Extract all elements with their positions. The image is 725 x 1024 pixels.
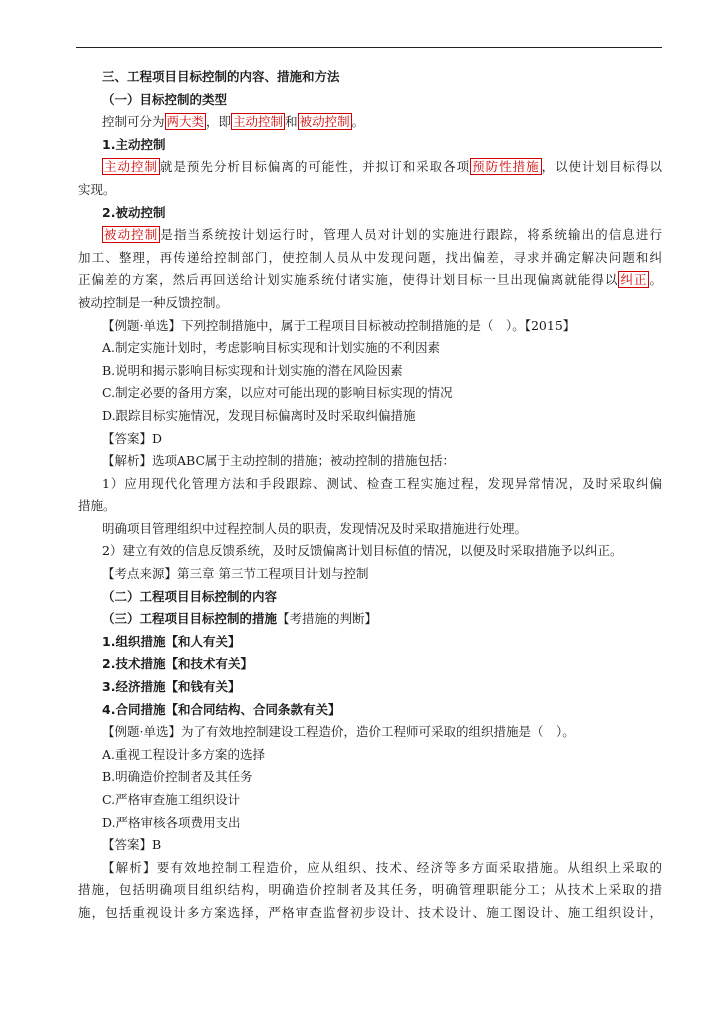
question-1-option: B.说明和揭示影响目标实现和计划实施的潜在风险因素 (102, 362, 403, 378)
question-2-option: A.重视工程设计多方案的选择 (102, 746, 266, 762)
question-1-source: 【考点来源】第三章 第三节工程项目计划与控制 (102, 566, 369, 582)
question-2-option: D.严格审核各项费用支出 (102, 814, 241, 830)
passive-paragraph-line-4: 被动控制是一种反馈控制。 (78, 294, 229, 310)
question-2-analysis: 施，包括重视设计多方案选择，严格审查监督初步设计、技术设计、施工图设计、施工组织设计， (78, 904, 662, 920)
question-2-answer: 【答案】B (102, 837, 162, 853)
question-1-analysis: 1）应用现代化管理方法和手段跟踪、测试、检查工程实施过程，发现异常情况，及时采取纠偏 (102, 475, 662, 491)
active-paragraph-line-1: 主动控制 就是预先分析目标偏离的可能性，并拟订和采取各项 预防性措施 ，以使计划目标得以 (104, 159, 662, 175)
types-paragraph: 控制可分为 两大类 ，即 主动控制 和 被动控制 。 (102, 114, 365, 130)
question-2-analysis: 措施，包括明确项目组织结构，明确造价控制者及其任务，明确管理职能分工；从技术上采取的措 (78, 882, 662, 898)
highlight-correction: 纠正 (620, 272, 648, 288)
passive-paragraph-line-3: 正偏差的方案，然后再回送给计划实施系统付诸实施，使得计划目标一旦出现偏离就能得以 纠正 。 (78, 272, 662, 288)
measure-item: 3.经济措施【和钱有关】 (102, 679, 241, 695)
question-1-analysis: 明确项目管理组织中过程控制人员的职责，发现情况及时采取措施进行处理。 (102, 520, 528, 536)
question-1-analysis: 2）建立有效的信息反馈系统，及时反馈偏离计划目标值的情况，以便及时采取措施予以纠正。 (102, 543, 623, 559)
measure-item: 4.合同措施【和合同结构、合同条款有关】 (102, 701, 341, 717)
highlight-active-control: 主动控制 (233, 114, 284, 130)
active-paragraph-line-2: 实现。 (78, 181, 116, 197)
document-body (78, 66, 662, 925)
highlight-passive-control: 被动控制 (299, 114, 350, 130)
heading-active-control: 1.主动控制 (102, 136, 166, 152)
subsection-title-contents: （二）工程项目目标控制的内容 (102, 588, 278, 604)
question-1-stem: 【例题·单选】下列控制措施中，属于工程项目目标被动控制措施的是（ ）。【2015】 (102, 317, 576, 333)
question-2-option: C.严格审查施工组织设计 (102, 792, 241, 807)
header-rule (76, 47, 662, 48)
highlight-passive-control-term: 被动控制 (104, 227, 159, 243)
question-1-analysis: 措施。 (78, 498, 116, 514)
question-2-stem: 【例题·单选】为了有效地控制建设工程造价，造价工程师可采取的组织措施是（ ）。 (102, 724, 575, 740)
question-2-option: B.明确造价控制者及其任务 (102, 769, 253, 785)
measure-item: 2.技术措施【和技术有关】 (102, 656, 253, 672)
question-2-analysis: 【解析】要有效地控制工程造价，应从组织、技术、经济等多方面采取措施。从组织上采取的 (102, 859, 662, 875)
passive-paragraph-line-2: 加工、整理，再传递给控制部门，使控制人员从中发现问题，找出偏差，寻求并确定解决问题和纠 (78, 249, 662, 265)
highlight-preventive-measures: 预防性措施 (472, 159, 540, 175)
subsection-title-measures: （三）工程项目目标控制的措施【考措施的判断】 (102, 611, 378, 627)
passive-paragraph-line-1: 被动控制 是指当系统按计划运行时，管理人员对计划的实施进行跟踪，将系统输出的信息进行 (104, 227, 662, 243)
question-1-option: D.跟踪目标实施情况，发现目标偏离时及时采取纠偏措施 (102, 407, 416, 423)
section-title: 三、工程项目目标控制的内容、措施和方法 (102, 69, 340, 84)
heading-passive-control: 2.被动控制 (102, 204, 166, 220)
measure-item: 1.组织措施【和人有关】 (102, 633, 241, 649)
question-1-option: C.制定必要的备用方案，以应对可能出现的影响目标实现的情况 (102, 385, 453, 401)
question-1-option: A.制定实施计划时，考虑影响目标实现和计划实施的不利因素 (102, 340, 441, 356)
highlight-two-types: 两大类 (166, 114, 205, 130)
question-1-answer: 【答案】D (102, 430, 163, 446)
question-1-analysis: 【解析】选项ABC属于主动控制的措施；被动控制的措施包括： (102, 453, 456, 469)
subsection-title-types: （一）目标控制的类型 (102, 91, 228, 107)
highlight-active-control-term: 主动控制 (104, 159, 158, 175)
